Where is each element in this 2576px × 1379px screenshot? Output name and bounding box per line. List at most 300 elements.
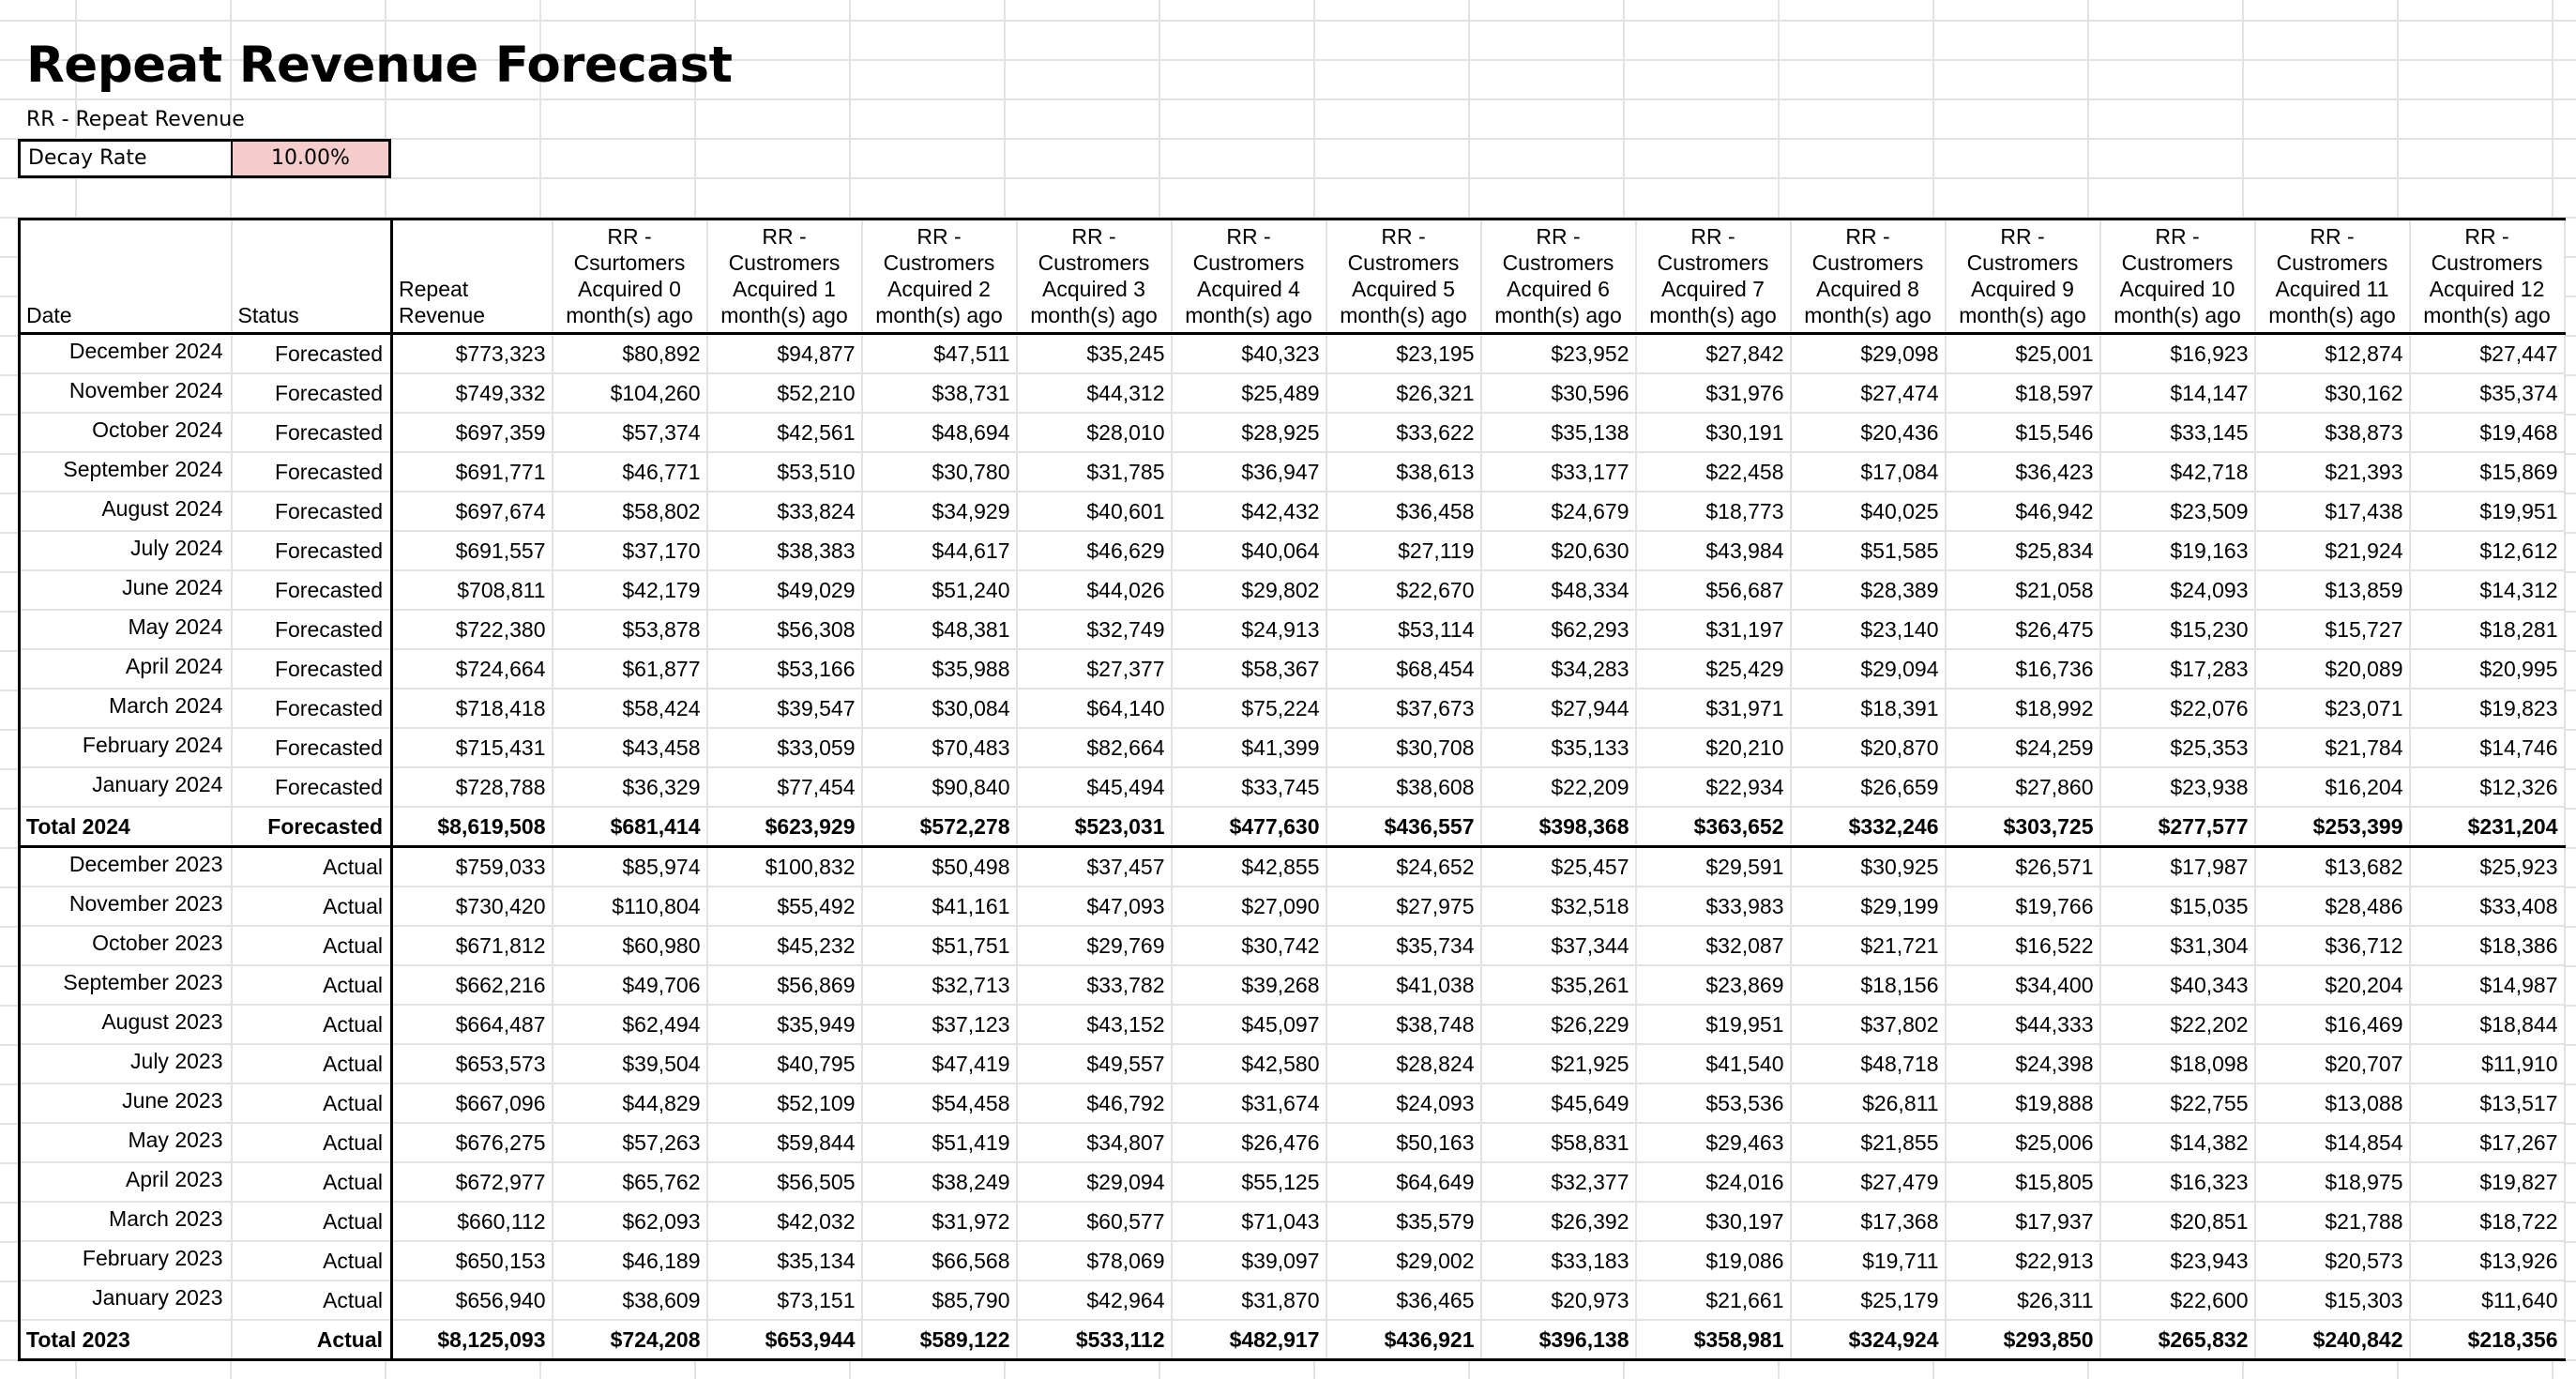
cell-cohort-3[interactable]: $40,601 xyxy=(1017,492,1172,531)
cell-cohort-5[interactable]: $22,670 xyxy=(1326,570,1481,610)
cell-status[interactable]: Actual xyxy=(232,1044,392,1084)
cell-cohort-4[interactable]: $477,630 xyxy=(1172,807,1326,847)
header-repeat-revenue[interactable]: Repeat Revenue xyxy=(392,220,553,334)
cell-cohort-10[interactable]: $19,163 xyxy=(2100,531,2255,570)
cell-cohort-10[interactable]: $23,943 xyxy=(2100,1241,2255,1280)
cell-date[interactable]: August 2024 xyxy=(20,492,232,531)
cell-cohort-10[interactable]: $20,851 xyxy=(2100,1202,2255,1241)
cell-cohort-12[interactable]: $12,326 xyxy=(2410,767,2565,807)
cell-cohort-0[interactable]: $36,329 xyxy=(553,767,707,807)
cell-cohort-11[interactable]: $13,859 xyxy=(2255,570,2410,610)
cell-cohort-11[interactable]: $14,854 xyxy=(2255,1123,2410,1162)
cell-cohort-4[interactable]: $31,870 xyxy=(1172,1280,1326,1320)
cell-status[interactable]: Forecasted xyxy=(232,413,392,452)
cell-cohort-1[interactable]: $39,547 xyxy=(707,689,862,728)
cell-cohort-4[interactable]: $27,090 xyxy=(1172,886,1326,926)
cell-cohort-1[interactable]: $40,795 xyxy=(707,1044,862,1084)
cell-cohort-7[interactable]: $22,934 xyxy=(1636,767,1791,807)
cell-cohort-5[interactable]: $68,454 xyxy=(1326,649,1481,689)
cell-cohort-1[interactable]: $49,029 xyxy=(707,570,862,610)
cell-cohort-3[interactable]: $82,664 xyxy=(1017,728,1172,767)
cell-cohort-2[interactable]: $85,790 xyxy=(862,1280,1017,1320)
cell-cohort-8[interactable]: $23,140 xyxy=(1791,610,1946,649)
cell-cohort-7[interactable]: $30,197 xyxy=(1636,1202,1791,1241)
cell-cohort-8[interactable]: $28,389 xyxy=(1791,570,1946,610)
header-cohort-8[interactable]: RR - Custromers Acquired 8 month(s) ago xyxy=(1791,220,1946,334)
cell-cohort-4[interactable]: $482,917 xyxy=(1172,1320,1326,1360)
cell-cohort-5[interactable]: $41,038 xyxy=(1326,965,1481,1005)
cell-cohort-10[interactable]: $15,035 xyxy=(2100,886,2255,926)
cell-cohort-9[interactable]: $34,400 xyxy=(1946,965,2100,1005)
cell-cohort-11[interactable]: $21,393 xyxy=(2255,452,2410,492)
cell-cohort-12[interactable]: $19,827 xyxy=(2410,1162,2565,1202)
cell-cohort-9[interactable]: $19,888 xyxy=(1946,1084,2100,1123)
cell-date[interactable]: September 2023 xyxy=(20,965,232,1005)
cell-cohort-12[interactable]: $11,910 xyxy=(2410,1044,2565,1084)
cell-cohort-0[interactable]: $43,458 xyxy=(553,728,707,767)
cell-status[interactable]: Actual xyxy=(232,1202,392,1241)
cell-cohort-3[interactable]: $29,769 xyxy=(1017,926,1172,965)
cell-cohort-8[interactable]: $27,479 xyxy=(1791,1162,1946,1202)
cell-cohort-1[interactable]: $38,383 xyxy=(707,531,862,570)
cell-status[interactable]: Actual xyxy=(232,965,392,1005)
cell-cohort-10[interactable]: $25,353 xyxy=(2100,728,2255,767)
cell-cohort-10[interactable]: $18,098 xyxy=(2100,1044,2255,1084)
cell-cohort-1[interactable]: $623,929 xyxy=(707,807,862,847)
cell-cohort-6[interactable]: $34,283 xyxy=(1481,649,1636,689)
cell-cohort-9[interactable]: $18,597 xyxy=(1946,373,2100,413)
cell-cohort-9[interactable]: $16,522 xyxy=(1946,926,2100,965)
cell-cohort-2[interactable]: $51,751 xyxy=(862,926,1017,965)
cell-cohort-11[interactable]: $36,712 xyxy=(2255,926,2410,965)
cell-cohort-4[interactable]: $42,432 xyxy=(1172,492,1326,531)
cell-cohort-8[interactable]: $17,368 xyxy=(1791,1202,1946,1241)
cell-date[interactable]: June 2023 xyxy=(20,1084,232,1123)
cell-cohort-12[interactable]: $25,923 xyxy=(2410,847,2565,887)
cell-cohort-5[interactable]: $64,649 xyxy=(1326,1162,1481,1202)
cell-cohort-11[interactable]: $16,469 xyxy=(2255,1005,2410,1044)
cell-cohort-5[interactable]: $26,321 xyxy=(1326,373,1481,413)
cell-date[interactable]: January 2023 xyxy=(20,1280,232,1320)
cell-cohort-11[interactable]: $20,089 xyxy=(2255,649,2410,689)
cell-cohort-6[interactable]: $21,925 xyxy=(1481,1044,1636,1084)
cell-cohort-7[interactable]: $363,652 xyxy=(1636,807,1791,847)
cell-cohort-11[interactable]: $21,784 xyxy=(2255,728,2410,767)
cell-cohort-4[interactable]: $28,925 xyxy=(1172,413,1326,452)
cell-cohort-6[interactable]: $58,831 xyxy=(1481,1123,1636,1162)
cell-cohort-4[interactable]: $42,855 xyxy=(1172,847,1326,887)
cell-cohort-6[interactable]: $45,649 xyxy=(1481,1084,1636,1123)
cell-date[interactable]: October 2024 xyxy=(20,413,232,452)
cell-cohort-2[interactable]: $90,840 xyxy=(862,767,1017,807)
cell-cohort-10[interactable]: $17,987 xyxy=(2100,847,2255,887)
cell-cohort-9[interactable]: $18,992 xyxy=(1946,689,2100,728)
cell-cohort-9[interactable]: $303,725 xyxy=(1946,807,2100,847)
cell-cohort-11[interactable]: $20,204 xyxy=(2255,965,2410,1005)
cell-cohort-8[interactable]: $27,474 xyxy=(1791,373,1946,413)
cell-cohort-7[interactable]: $19,086 xyxy=(1636,1241,1791,1280)
cell-date[interactable]: March 2023 xyxy=(20,1202,232,1241)
cell-repeat-revenue[interactable]: $650,153 xyxy=(392,1241,553,1280)
cell-cohort-0[interactable]: $80,892 xyxy=(553,334,707,374)
cell-cohort-0[interactable]: $57,263 xyxy=(553,1123,707,1162)
cell-cohort-5[interactable]: $436,921 xyxy=(1326,1320,1481,1360)
cell-cohort-10[interactable]: $40,343 xyxy=(2100,965,2255,1005)
cell-cohort-11[interactable]: $18,975 xyxy=(2255,1162,2410,1202)
cell-status[interactable]: Forecasted xyxy=(232,728,392,767)
cell-repeat-revenue[interactable]: $773,323 xyxy=(392,334,553,374)
cell-cohort-9[interactable]: $22,913 xyxy=(1946,1241,2100,1280)
cell-cohort-11[interactable]: $20,573 xyxy=(2255,1241,2410,1280)
cell-date[interactable]: April 2024 xyxy=(20,649,232,689)
cell-date[interactable]: March 2024 xyxy=(20,689,232,728)
cell-cohort-8[interactable]: $18,391 xyxy=(1791,689,1946,728)
cell-cohort-3[interactable]: $29,094 xyxy=(1017,1162,1172,1202)
cell-cohort-8[interactable]: $29,094 xyxy=(1791,649,1946,689)
cell-cohort-2[interactable]: $47,419 xyxy=(862,1044,1017,1084)
cell-cohort-2[interactable]: $41,161 xyxy=(862,886,1017,926)
cell-cohort-6[interactable]: $27,944 xyxy=(1481,689,1636,728)
cell-cohort-12[interactable]: $20,995 xyxy=(2410,649,2565,689)
cell-cohort-4[interactable]: $71,043 xyxy=(1172,1202,1326,1241)
cell-cohort-0[interactable]: $724,208 xyxy=(553,1320,707,1360)
cell-cohort-5[interactable]: $24,093 xyxy=(1326,1084,1481,1123)
cell-cohort-7[interactable]: $43,984 xyxy=(1636,531,1791,570)
cell-cohort-10[interactable]: $15,230 xyxy=(2100,610,2255,649)
cell-cohort-12[interactable]: $18,722 xyxy=(2410,1202,2565,1241)
cell-status[interactable]: Forecasted xyxy=(232,531,392,570)
cell-cohort-7[interactable]: $29,463 xyxy=(1636,1123,1791,1162)
cell-status[interactable]: Actual xyxy=(232,1084,392,1123)
cell-repeat-revenue[interactable]: $722,380 xyxy=(392,610,553,649)
cell-date[interactable]: January 2024 xyxy=(20,767,232,807)
cell-cohort-7[interactable]: $32,087 xyxy=(1636,926,1791,965)
header-cohort-2[interactable]: RR - Custromers Acquired 2 month(s) ago xyxy=(862,220,1017,334)
cell-cohort-3[interactable]: $44,026 xyxy=(1017,570,1172,610)
cell-repeat-revenue[interactable]: $724,664 xyxy=(392,649,553,689)
cell-cohort-6[interactable]: $48,334 xyxy=(1481,570,1636,610)
cell-cohort-4[interactable]: $30,742 xyxy=(1172,926,1326,965)
cell-cohort-4[interactable]: $29,802 xyxy=(1172,570,1326,610)
cell-cohort-6[interactable]: $23,952 xyxy=(1481,334,1636,374)
cell-cohort-7[interactable]: $33,983 xyxy=(1636,886,1791,926)
cell-status[interactable]: Actual xyxy=(232,1241,392,1280)
cell-cohort-3[interactable]: $33,782 xyxy=(1017,965,1172,1005)
cell-cohort-2[interactable]: $30,084 xyxy=(862,689,1017,728)
cell-repeat-revenue[interactable]: $8,125,093 xyxy=(392,1320,553,1360)
cell-cohort-12[interactable]: $33,408 xyxy=(2410,886,2565,926)
cell-status[interactable]: Forecasted xyxy=(232,570,392,610)
cell-cohort-2[interactable]: $47,511 xyxy=(862,334,1017,374)
cell-cohort-10[interactable]: $14,382 xyxy=(2100,1123,2255,1162)
header-cohort-10[interactable]: RR - Custromers Acquired 10 month(s) ago xyxy=(2100,220,2255,334)
cell-cohort-8[interactable]: $29,098 xyxy=(1791,334,1946,374)
cell-date[interactable]: December 2023 xyxy=(20,847,232,887)
cell-cohort-12[interactable]: $19,951 xyxy=(2410,492,2565,531)
cell-cohort-1[interactable]: $56,869 xyxy=(707,965,862,1005)
cell-cohort-9[interactable]: $15,546 xyxy=(1946,413,2100,452)
cell-cohort-4[interactable]: $42,580 xyxy=(1172,1044,1326,1084)
cell-cohort-5[interactable]: $29,002 xyxy=(1326,1241,1481,1280)
cell-cohort-6[interactable]: $62,293 xyxy=(1481,610,1636,649)
cell-cohort-1[interactable]: $33,059 xyxy=(707,728,862,767)
cell-cohort-10[interactable]: $31,304 xyxy=(2100,926,2255,965)
cell-cohort-11[interactable]: $13,088 xyxy=(2255,1084,2410,1123)
cell-cohort-10[interactable]: $22,076 xyxy=(2100,689,2255,728)
cell-cohort-3[interactable]: $64,140 xyxy=(1017,689,1172,728)
cell-cohort-6[interactable]: $398,368 xyxy=(1481,807,1636,847)
cell-cohort-11[interactable]: $240,842 xyxy=(2255,1320,2410,1360)
cell-cohort-7[interactable]: $31,197 xyxy=(1636,610,1791,649)
cell-cohort-0[interactable]: $681,414 xyxy=(553,807,707,847)
cell-status[interactable]: Forecasted xyxy=(232,689,392,728)
cell-cohort-1[interactable]: $33,824 xyxy=(707,492,862,531)
cell-cohort-9[interactable]: $15,805 xyxy=(1946,1162,2100,1202)
cell-cohort-6[interactable]: $25,457 xyxy=(1481,847,1636,887)
header-cohort-4[interactable]: RR - Custromers Acquired 4 month(s) ago xyxy=(1172,220,1326,334)
cell-cohort-0[interactable]: $62,494 xyxy=(553,1005,707,1044)
cell-cohort-5[interactable]: $38,613 xyxy=(1326,452,1481,492)
cell-repeat-revenue[interactable]: $730,420 xyxy=(392,886,553,926)
cell-repeat-revenue[interactable]: $671,812 xyxy=(392,926,553,965)
cell-cohort-0[interactable]: $58,802 xyxy=(553,492,707,531)
cell-cohort-3[interactable]: $32,749 xyxy=(1017,610,1172,649)
header-cohort-6[interactable]: RR - Custromers Acquired 6 month(s) ago xyxy=(1481,220,1636,334)
cell-repeat-revenue[interactable]: $728,788 xyxy=(392,767,553,807)
cell-repeat-revenue[interactable]: $656,940 xyxy=(392,1280,553,1320)
cell-cohort-7[interactable]: $31,976 xyxy=(1636,373,1791,413)
cell-cohort-10[interactable]: $42,718 xyxy=(2100,452,2255,492)
cell-cohort-1[interactable]: $45,232 xyxy=(707,926,862,965)
cell-cohort-5[interactable]: $436,557 xyxy=(1326,807,1481,847)
cell-cohort-11[interactable]: $20,707 xyxy=(2255,1044,2410,1084)
cell-cohort-5[interactable]: $27,119 xyxy=(1326,531,1481,570)
cell-cohort-1[interactable]: $53,510 xyxy=(707,452,862,492)
cell-cohort-12[interactable]: $19,468 xyxy=(2410,413,2565,452)
cell-repeat-revenue[interactable]: $708,811 xyxy=(392,570,553,610)
cell-cohort-5[interactable]: $38,608 xyxy=(1326,767,1481,807)
cell-cohort-12[interactable]: $12,612 xyxy=(2410,531,2565,570)
cell-cohort-4[interactable]: $40,064 xyxy=(1172,531,1326,570)
cell-cohort-3[interactable]: $44,312 xyxy=(1017,373,1172,413)
cell-cohort-1[interactable]: $42,032 xyxy=(707,1202,862,1241)
cell-cohort-10[interactable]: $277,577 xyxy=(2100,807,2255,847)
cell-cohort-0[interactable]: $42,179 xyxy=(553,570,707,610)
cell-date[interactable]: November 2024 xyxy=(20,373,232,413)
cell-cohort-5[interactable]: $36,465 xyxy=(1326,1280,1481,1320)
cell-cohort-7[interactable]: $21,661 xyxy=(1636,1280,1791,1320)
cell-cohort-9[interactable]: $293,850 xyxy=(1946,1320,2100,1360)
cell-cohort-12[interactable]: $14,987 xyxy=(2410,965,2565,1005)
cell-status[interactable]: Forecasted xyxy=(232,334,392,374)
cell-cohort-0[interactable]: $49,706 xyxy=(553,965,707,1005)
cell-repeat-revenue[interactable]: $672,977 xyxy=(392,1162,553,1202)
cell-cohort-9[interactable]: $44,333 xyxy=(1946,1005,2100,1044)
cell-status[interactable]: Actual xyxy=(232,1162,392,1202)
cell-cohort-2[interactable]: $54,458 xyxy=(862,1084,1017,1123)
cell-cohort-10[interactable]: $33,145 xyxy=(2100,413,2255,452)
cell-cohort-8[interactable]: $30,925 xyxy=(1791,847,1946,887)
cell-cohort-9[interactable]: $25,834 xyxy=(1946,531,2100,570)
cell-cohort-0[interactable]: $61,877 xyxy=(553,649,707,689)
cell-cohort-8[interactable]: $37,802 xyxy=(1791,1005,1946,1044)
header-cohort-3[interactable]: RR - Custromers Acquired 3 month(s) ago xyxy=(1017,220,1172,334)
cell-cohort-0[interactable]: $37,170 xyxy=(553,531,707,570)
cell-cohort-2[interactable]: $51,419 xyxy=(862,1123,1017,1162)
cell-date[interactable]: May 2024 xyxy=(20,610,232,649)
cell-cohort-2[interactable]: $38,731 xyxy=(862,373,1017,413)
cell-cohort-4[interactable]: $39,268 xyxy=(1172,965,1326,1005)
cell-cohort-1[interactable]: $100,832 xyxy=(707,847,862,887)
cell-repeat-revenue[interactable]: $718,418 xyxy=(392,689,553,728)
cell-cohort-7[interactable]: $18,773 xyxy=(1636,492,1791,531)
cell-cohort-7[interactable]: $31,971 xyxy=(1636,689,1791,728)
cell-cohort-9[interactable]: $46,942 xyxy=(1946,492,2100,531)
cell-cohort-1[interactable]: $653,944 xyxy=(707,1320,862,1360)
cell-cohort-0[interactable]: $53,878 xyxy=(553,610,707,649)
cell-cohort-5[interactable]: $30,708 xyxy=(1326,728,1481,767)
header-cohort-12[interactable]: RR - Custromers Acquired 12 month(s) ago xyxy=(2410,220,2565,334)
cell-cohort-4[interactable]: $33,745 xyxy=(1172,767,1326,807)
cell-cohort-4[interactable]: $45,097 xyxy=(1172,1005,1326,1044)
header-cohort-1[interactable]: RR - Custromers Acquired 1 month(s) ago xyxy=(707,220,862,334)
cell-cohort-8[interactable]: $26,811 xyxy=(1791,1084,1946,1123)
header-cohort-7[interactable]: RR - Custromers Acquired 7 month(s) ago xyxy=(1636,220,1791,334)
cell-cohort-11[interactable]: $21,788 xyxy=(2255,1202,2410,1241)
cell-cohort-8[interactable]: $26,659 xyxy=(1791,767,1946,807)
cell-cohort-9[interactable]: $26,475 xyxy=(1946,610,2100,649)
cell-cohort-6[interactable]: $32,377 xyxy=(1481,1162,1636,1202)
cell-cohort-4[interactable]: $36,947 xyxy=(1172,452,1326,492)
cell-cohort-2[interactable]: $572,278 xyxy=(862,807,1017,847)
cell-cohort-0[interactable]: $110,804 xyxy=(553,886,707,926)
cell-cohort-12[interactable]: $14,746 xyxy=(2410,728,2565,767)
cell-cohort-8[interactable]: $17,084 xyxy=(1791,452,1946,492)
cell-cohort-3[interactable]: $78,069 xyxy=(1017,1241,1172,1280)
cell-cohort-9[interactable]: $25,006 xyxy=(1946,1123,2100,1162)
cell-cohort-4[interactable]: $26,476 xyxy=(1172,1123,1326,1162)
cell-date[interactable]: Total 2024 xyxy=(20,807,232,847)
cell-cohort-3[interactable]: $60,577 xyxy=(1017,1202,1172,1241)
cell-cohort-5[interactable]: $50,163 xyxy=(1326,1123,1481,1162)
cell-cohort-12[interactable]: $27,447 xyxy=(2410,334,2565,374)
cell-cohort-8[interactable]: $332,246 xyxy=(1791,807,1946,847)
cell-cohort-3[interactable]: $37,457 xyxy=(1017,847,1172,887)
cell-cohort-7[interactable]: $23,869 xyxy=(1636,965,1791,1005)
cell-cohort-5[interactable]: $37,673 xyxy=(1326,689,1481,728)
cell-repeat-revenue[interactable]: $676,275 xyxy=(392,1123,553,1162)
cell-cohort-2[interactable]: $37,123 xyxy=(862,1005,1017,1044)
cell-cohort-1[interactable]: $35,134 xyxy=(707,1241,862,1280)
cell-cohort-12[interactable]: $17,267 xyxy=(2410,1123,2565,1162)
cell-cohort-2[interactable]: $34,929 xyxy=(862,492,1017,531)
cell-date[interactable]: July 2024 xyxy=(20,531,232,570)
cell-cohort-8[interactable]: $21,855 xyxy=(1791,1123,1946,1162)
header-cohort-5[interactable]: RR - Custromers Acquired 5 month(s) ago xyxy=(1326,220,1481,334)
cell-cohort-6[interactable]: $32,518 xyxy=(1481,886,1636,926)
cell-cohort-9[interactable]: $24,398 xyxy=(1946,1044,2100,1084)
cell-cohort-4[interactable]: $75,224 xyxy=(1172,689,1326,728)
cell-cohort-5[interactable]: $28,824 xyxy=(1326,1044,1481,1084)
cell-cohort-6[interactable]: $30,596 xyxy=(1481,373,1636,413)
cell-cohort-5[interactable]: $53,114 xyxy=(1326,610,1481,649)
cell-cohort-8[interactable]: $51,585 xyxy=(1791,531,1946,570)
cell-cohort-1[interactable]: $94,877 xyxy=(707,334,862,374)
cell-repeat-revenue[interactable]: $691,557 xyxy=(392,531,553,570)
cell-cohort-2[interactable]: $70,483 xyxy=(862,728,1017,767)
cell-date[interactable]: June 2024 xyxy=(20,570,232,610)
cell-cohort-1[interactable]: $56,505 xyxy=(707,1162,862,1202)
cell-cohort-4[interactable]: $40,323 xyxy=(1172,334,1326,374)
cell-cohort-8[interactable]: $48,718 xyxy=(1791,1044,1946,1084)
cell-cohort-4[interactable]: $24,913 xyxy=(1172,610,1326,649)
cell-cohort-12[interactable]: $14,312 xyxy=(2410,570,2565,610)
cell-cohort-9[interactable]: $19,766 xyxy=(1946,886,2100,926)
cell-cohort-11[interactable]: $23,071 xyxy=(2255,689,2410,728)
cell-cohort-6[interactable]: $24,679 xyxy=(1481,492,1636,531)
cell-date[interactable]: April 2023 xyxy=(20,1162,232,1202)
cell-cohort-6[interactable]: $37,344 xyxy=(1481,926,1636,965)
cell-date[interactable]: February 2024 xyxy=(20,728,232,767)
cell-cohort-3[interactable]: $27,377 xyxy=(1017,649,1172,689)
cell-cohort-11[interactable]: $12,874 xyxy=(2255,334,2410,374)
cell-cohort-11[interactable]: $253,399 xyxy=(2255,807,2410,847)
cell-cohort-1[interactable]: $52,109 xyxy=(707,1084,862,1123)
cell-cohort-3[interactable]: $46,629 xyxy=(1017,531,1172,570)
cell-cohort-6[interactable]: $35,133 xyxy=(1481,728,1636,767)
cell-cohort-0[interactable]: $46,189 xyxy=(553,1241,707,1280)
cell-cohort-0[interactable]: $46,771 xyxy=(553,452,707,492)
cell-cohort-11[interactable]: $28,486 xyxy=(2255,886,2410,926)
cell-status[interactable]: Actual xyxy=(232,847,392,887)
cell-cohort-3[interactable]: $34,807 xyxy=(1017,1123,1172,1162)
cell-cohort-11[interactable]: $16,204 xyxy=(2255,767,2410,807)
cell-repeat-revenue[interactable]: $653,573 xyxy=(392,1044,553,1084)
cell-cohort-7[interactable]: $56,687 xyxy=(1636,570,1791,610)
cell-cohort-12[interactable]: $19,823 xyxy=(2410,689,2565,728)
cell-cohort-12[interactable]: $231,204 xyxy=(2410,807,2565,847)
cell-cohort-3[interactable]: $47,093 xyxy=(1017,886,1172,926)
cell-cohort-5[interactable]: $36,458 xyxy=(1326,492,1481,531)
cell-cohort-3[interactable]: $31,785 xyxy=(1017,452,1172,492)
cell-cohort-1[interactable]: $42,561 xyxy=(707,413,862,452)
header-cohort-9[interactable]: RR - Custromers Acquired 9 month(s) ago xyxy=(1946,220,2100,334)
cell-cohort-3[interactable]: $28,010 xyxy=(1017,413,1172,452)
cell-cohort-9[interactable]: $26,571 xyxy=(1946,847,2100,887)
cell-cohort-3[interactable]: $45,494 xyxy=(1017,767,1172,807)
cell-cohort-12[interactable]: $11,640 xyxy=(2410,1280,2565,1320)
cell-repeat-revenue[interactable]: $697,674 xyxy=(392,492,553,531)
cell-cohort-0[interactable]: $38,609 xyxy=(553,1280,707,1320)
cell-cohort-0[interactable]: $85,974 xyxy=(553,847,707,887)
cell-cohort-2[interactable]: $589,122 xyxy=(862,1320,1017,1360)
cell-repeat-revenue[interactable]: $662,216 xyxy=(392,965,553,1005)
cell-cohort-0[interactable]: $44,829 xyxy=(553,1084,707,1123)
cell-cohort-6[interactable]: $26,229 xyxy=(1481,1005,1636,1044)
cell-repeat-revenue[interactable]: $697,359 xyxy=(392,413,553,452)
cell-cohort-1[interactable]: $53,166 xyxy=(707,649,862,689)
cell-status[interactable]: Forecasted xyxy=(232,492,392,531)
cell-repeat-revenue[interactable]: $660,112 xyxy=(392,1202,553,1241)
cell-cohort-7[interactable]: $53,536 xyxy=(1636,1084,1791,1123)
cell-cohort-8[interactable]: $324,924 xyxy=(1791,1320,1946,1360)
header-cohort-0[interactable]: RR - Csurtomers Acquired 0 month(s) ago xyxy=(553,220,707,334)
cell-cohort-8[interactable]: $40,025 xyxy=(1791,492,1946,531)
cell-cohort-11[interactable]: $30,162 xyxy=(2255,373,2410,413)
cell-cohort-5[interactable]: $38,748 xyxy=(1326,1005,1481,1044)
cell-cohort-8[interactable]: $21,721 xyxy=(1791,926,1946,965)
cell-cohort-8[interactable]: $20,870 xyxy=(1791,728,1946,767)
